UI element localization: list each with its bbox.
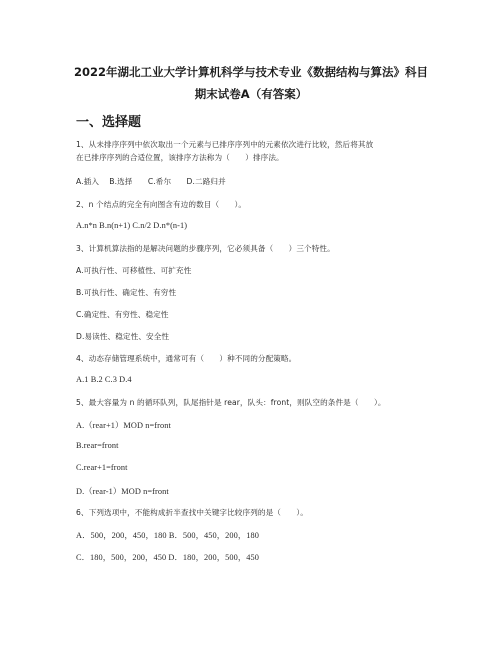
question-6-text: 6、下列选项中，不能构成折半查找中关键字比较序列的是（ ）。 <box>76 508 308 517</box>
question-3-option-d: D.易读性、稳定性、安全性 <box>76 332 170 341</box>
question-5-option-a: A.（rear+1）MOD n=front <box>76 421 171 430</box>
question-3-option-b: B.可执行性、确定性、有穷性 <box>76 288 177 297</box>
question-5-option-d: D.（rear-1）MOD n=front <box>76 487 169 496</box>
question-5-option-c: C.rear+1=front <box>76 463 128 472</box>
question-2-text: 2、n 个结点的完全有向图含有边的数目（ ）。 <box>76 200 247 209</box>
question-4-options: A.1 B.2 C.3 D.4 <box>76 375 132 384</box>
question-2-options: A.n*n B.n(n+1) C.n/2 D.n*(n-1) <box>76 221 188 230</box>
question-3-option-a: A.可执行性、可移植性、可扩充性 <box>76 266 192 275</box>
document-title-line-1: 2022年湖北工业大学计算机科学与技术专业《数据结构与算法》科目 <box>73 65 428 79</box>
question-5-option-b: B.rear=front <box>76 441 119 450</box>
question-1-text-cont: 在已排序序列的合适位置，该排序方法称为（ ）排序法。 <box>76 153 284 162</box>
question-3-text: 3、计算机算法指的是解决问题的步骤序列，它必须具备（ ）三个特性。 <box>76 244 335 253</box>
question-1-text: 1、从未排序序列中依次取出一个元素与已排序序列中的元素依次进行比较，然后将其放 <box>76 140 374 149</box>
section-heading: 一、选择题 <box>76 115 142 130</box>
question-4-text: 4、动态存储管理系统中，通常可有（ ）种不同的分配策略。 <box>76 354 297 363</box>
question-6-options-cd: C．180，500，200，450 D．180，200，500，450 <box>76 553 260 562</box>
document-title-line-2: 期末试卷A（有答案） <box>194 87 308 101</box>
question-1-options: A.插入 B.选择 C.希尔 D.二路归并 <box>76 177 226 186</box>
question-6-options-ab: A．500，200，450，180 B．500，450，200，180 <box>76 531 260 540</box>
question-5-text: 5、最大容量为 n 的循环队列，队尾指针是 rear，队头：front，则队空的条件是（ ）。 <box>76 398 386 407</box>
question-3-option-c: C.确定性、有穷性、稳定性 <box>76 310 169 319</box>
